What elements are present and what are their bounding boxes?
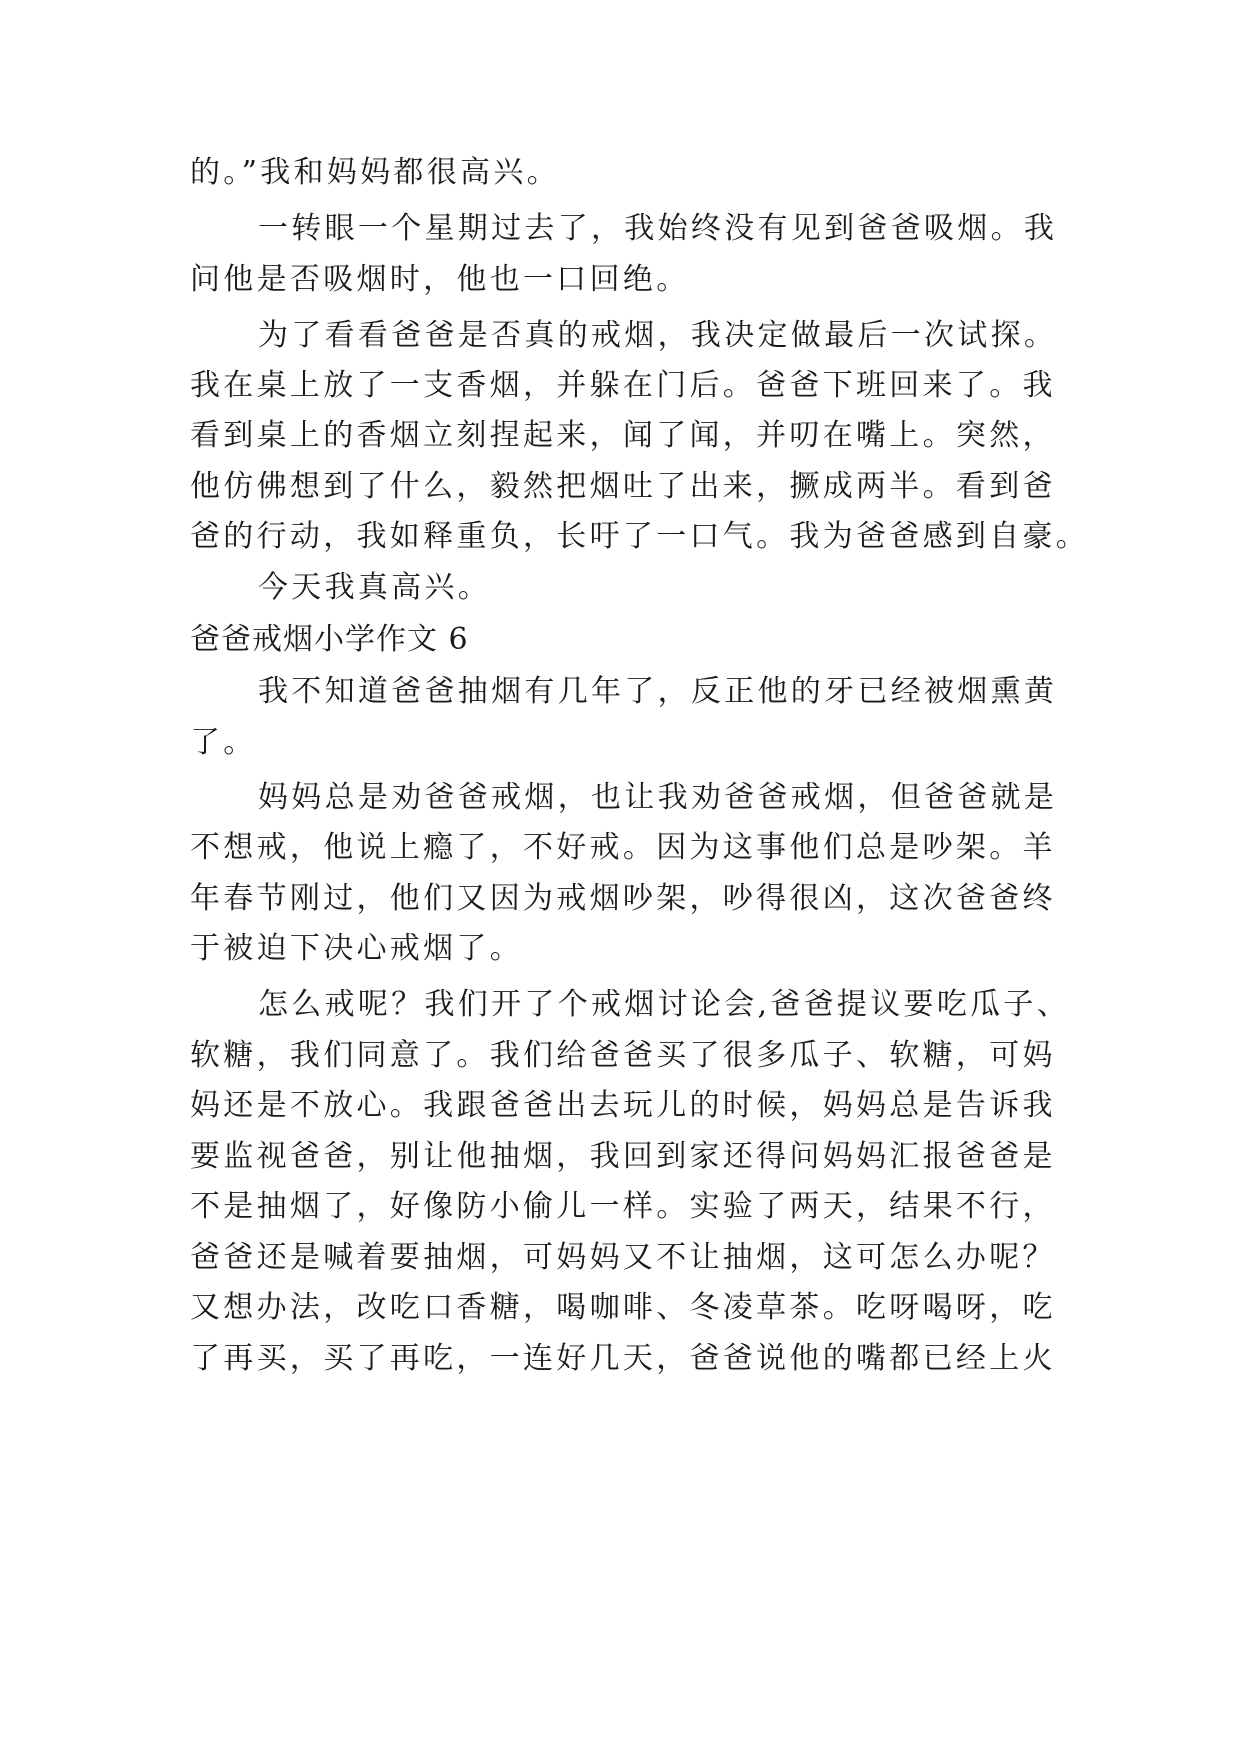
text-line: 他仿佛想到了什么，毅然把烟吐了出来，撅成两半。看到爸 [190, 469, 1056, 504]
text-line: 又想办法，改吃口香糖，喝咖啡、冬凌草茶。吃呀喝呀，吃 [190, 1290, 1056, 1325]
paragraph-first-line: 我不知道爸爸抽烟有几年了，反正他的牙已经被烟熏黄 [258, 674, 1058, 709]
text-line: 年春节刚过，他们又因为戒烟吵架，吵得很凶，这次爸爸终 [190, 881, 1056, 916]
section-heading: 爸爸戒烟小学作文 6 [190, 622, 469, 657]
paragraph-first-line: 妈妈总是劝爸爸戒烟，也让我劝爸爸戒烟，但爸爸就是 [258, 780, 1058, 815]
text-line: 问他是否吸烟时，他也一口回绝。 [190, 262, 690, 297]
paragraph-first-line: 怎么戒呢？我们开了个戒烟讨论会,爸爸提议要吃瓜子、 [258, 987, 1071, 1022]
text-line: 不是抽烟了，好像防小偷儿一样。实验了两天，结果不行， [190, 1189, 1056, 1224]
text-line: 于被迫下决心戒烟了。 [190, 931, 523, 966]
paragraph-first-line: 为了看看爸爸是否真的戒烟，我决定做最后一次试探。 [258, 318, 1058, 353]
text-line: 爸的行动，我如释重负，长吁了一口气。我为爸爸感到自豪。 [190, 519, 1090, 554]
text-line: 不想戒，他说上瘾了，不好戒。因为这事他们总是吵架。羊 [190, 830, 1056, 865]
text-line: 妈还是不放心。我跟爸爸出去玩儿的时候，妈妈总是告诉我 [190, 1088, 1056, 1123]
text-line: 我在桌上放了一支香烟，并躲在门后。爸爸下班回来了。我 [190, 368, 1056, 403]
text-line: 软糖，我们同意了。我们给爸爸买了很多瓜子、软糖，可妈 [190, 1038, 1056, 1073]
paragraph-first-line: 今天我真高兴。 [258, 570, 492, 605]
text-line: 了。 [190, 725, 257, 760]
text-line: 看到桌上的香烟立刻捏起来，闻了闻，并叨在嘴上。突然， [190, 418, 1056, 453]
text-line: 了再买，买了再吃，一连好几天，爸爸说他的嘴都已经上火 [190, 1341, 1056, 1376]
text-line: 的。”我和妈妈都很高兴。 [190, 155, 560, 190]
text-line: 要监视爸爸，别让他抽烟，我回到家还得问妈妈汇报爸爸是 [190, 1139, 1056, 1174]
paragraph-first-line: 一转眼一个星期过去了，我始终没有见到爸爸吸烟。我 [258, 211, 1058, 246]
text-line: 爸爸还是喊着要抽烟，可妈妈又不让抽烟，这可怎么办呢？ [190, 1240, 1056, 1275]
